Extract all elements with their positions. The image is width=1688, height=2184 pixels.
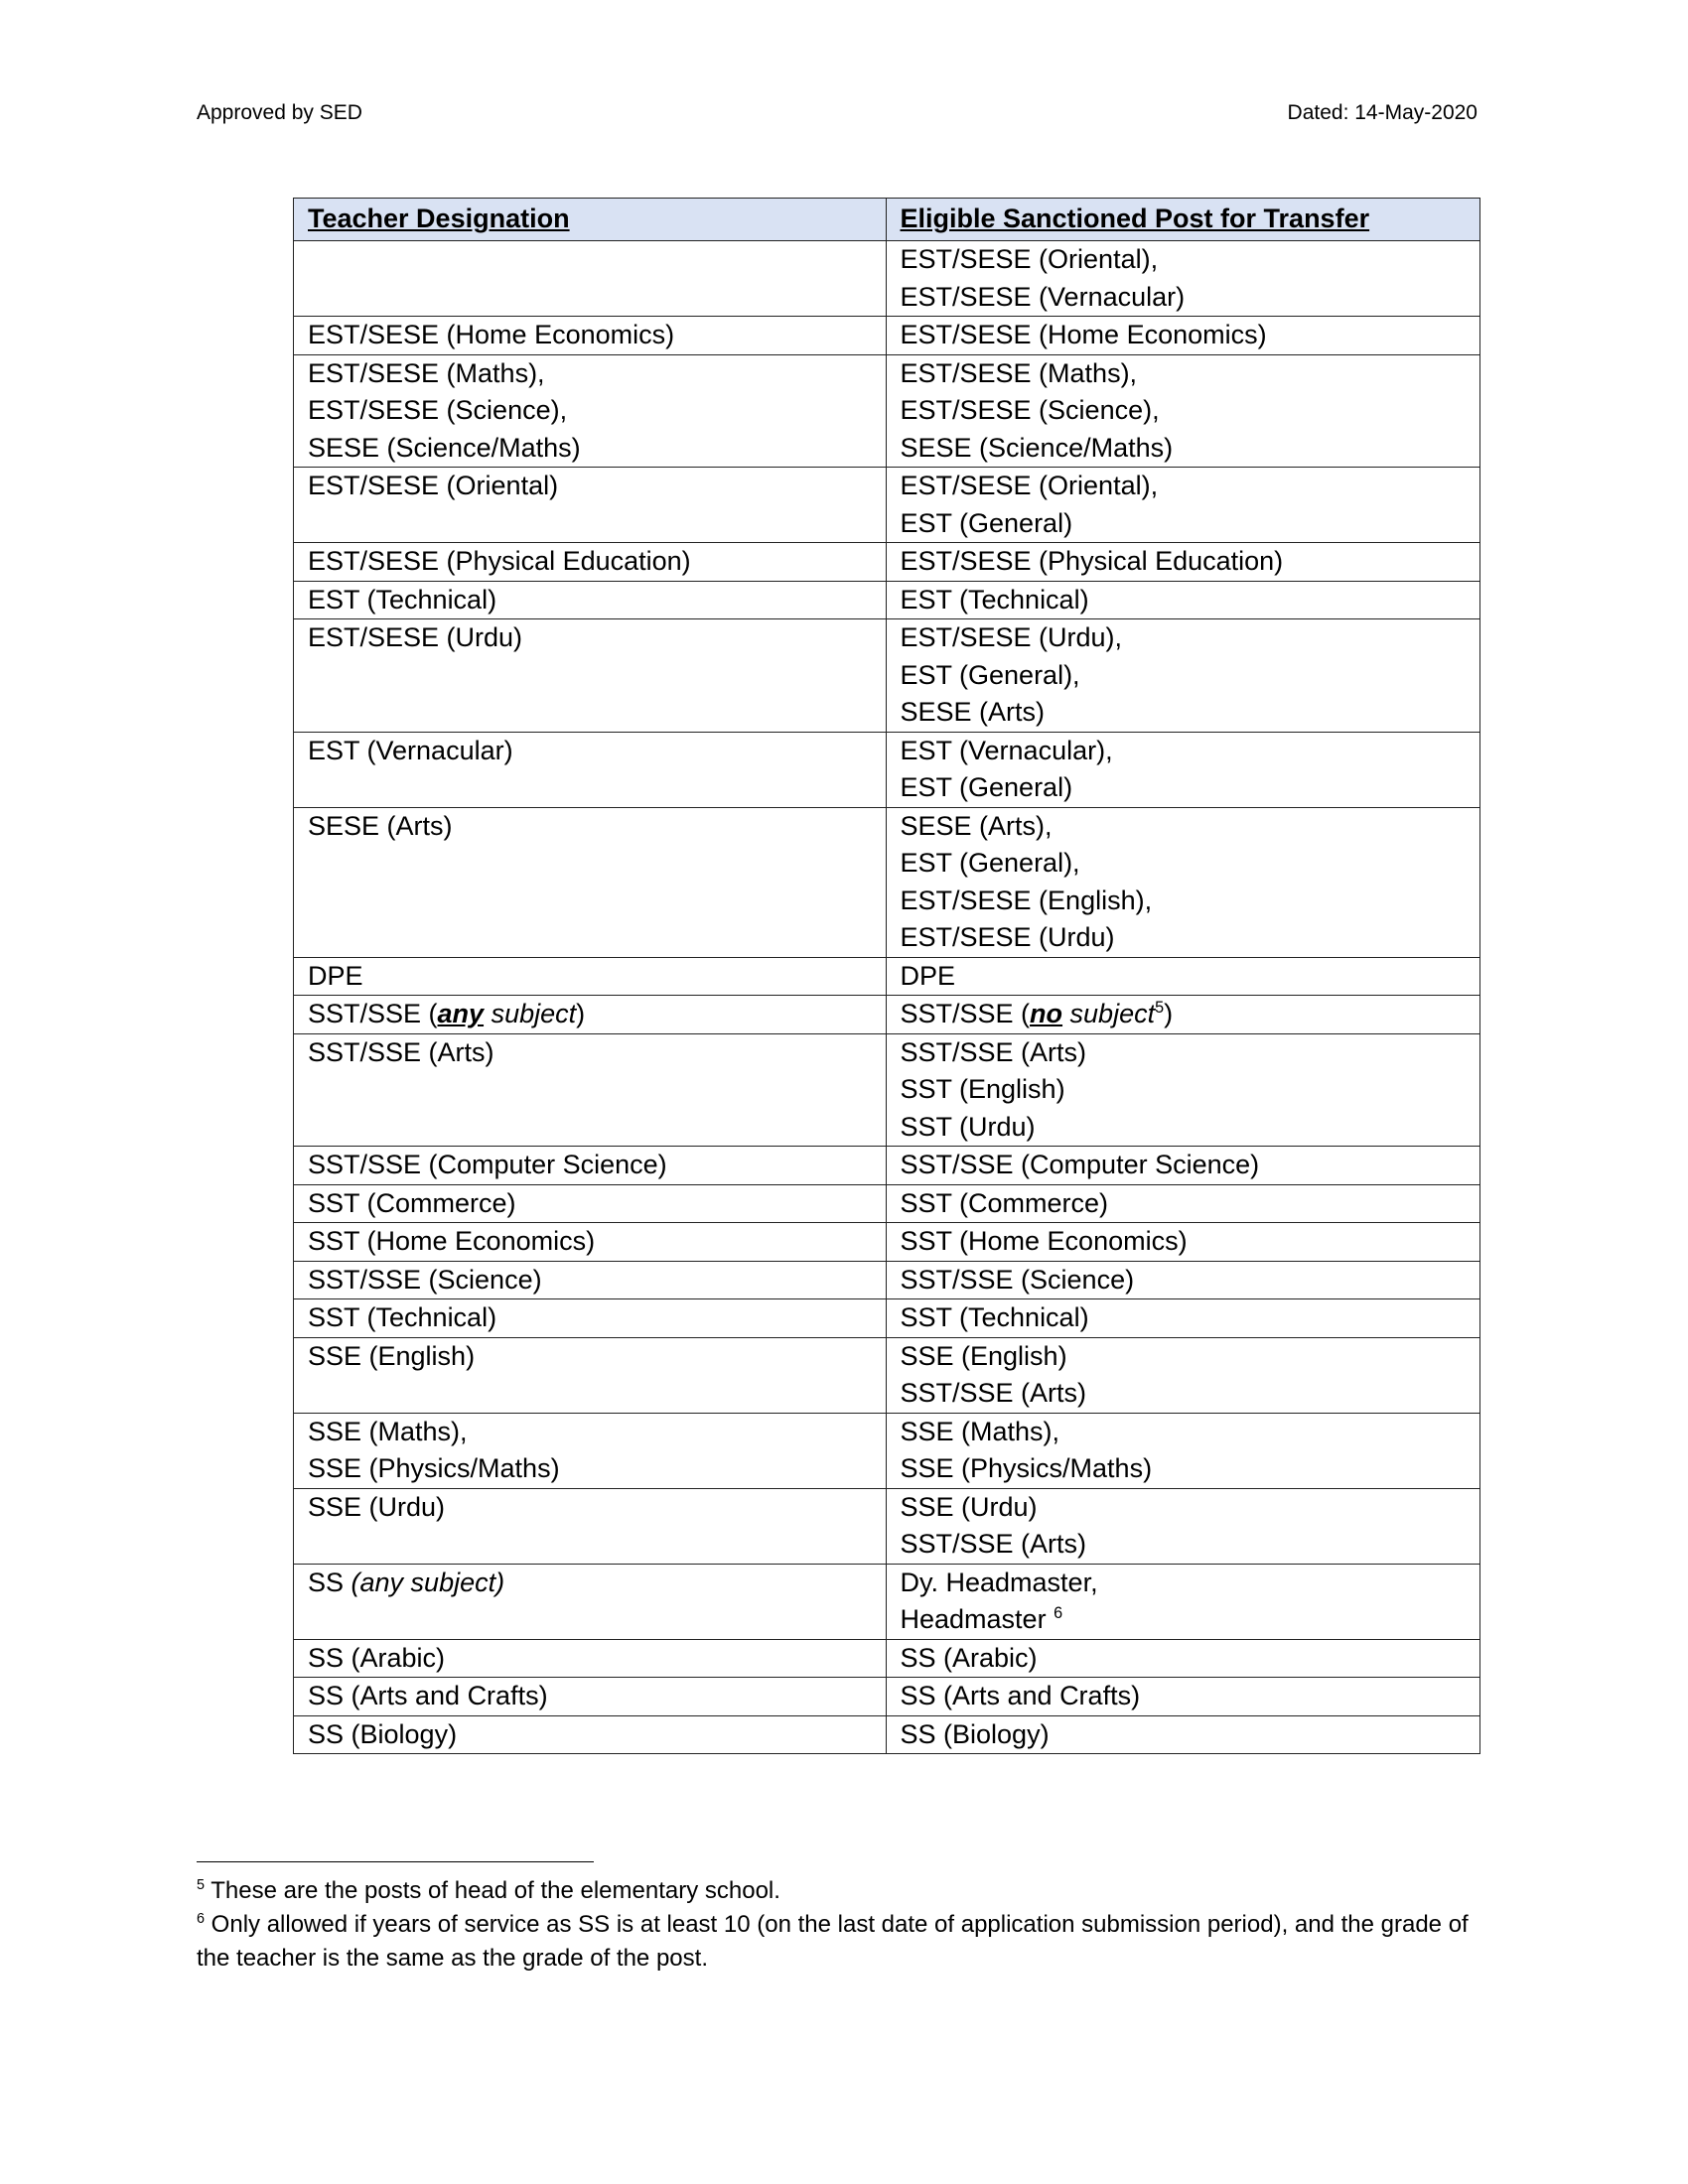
eligible-cell — [886, 996, 1480, 1034]
table-row — [294, 1639, 1480, 1678]
designation-cell — [294, 581, 887, 619]
designation-line: SST (Home Economics) — [308, 1226, 596, 1256]
eligible-cell — [886, 1678, 1480, 1716]
eligible-line: SST (Commerce) — [900, 1187, 1109, 1218]
table-row — [294, 1261, 1480, 1299]
designation-suffix: ) — [576, 999, 586, 1028]
designation-line: EST/SESE (Oriental) — [308, 471, 559, 500]
designation-line: SSE (Urdu) — [308, 1491, 446, 1522]
designation-emphasis: any — [437, 999, 485, 1028]
eligible-line: SST/SSE (Arts) — [900, 1378, 1087, 1408]
col-header-teacher-designation: Teacher Designation — [294, 199, 887, 241]
eligible-cell — [886, 957, 1480, 996]
eligible-line: SST/SSE (Arts) — [900, 1529, 1087, 1559]
footnote-ref-6: 6 — [1054, 1604, 1063, 1622]
eligible-cell — [886, 1184, 1480, 1223]
table-row — [294, 619, 1480, 733]
designation-line: SSE (English) — [308, 1340, 476, 1371]
designation-cell — [294, 241, 887, 317]
eligible-cell — [886, 317, 1480, 355]
designation-prefix: SST/SSE ( — [308, 999, 438, 1028]
eligible-line: SESE (Arts), — [900, 810, 1053, 841]
eligible-line: EST (General), — [900, 659, 1080, 690]
designation-cell — [294, 996, 887, 1034]
designation-line: EST/SESE (Physical Education) — [308, 546, 691, 576]
eligible-cell — [886, 1715, 1480, 1754]
designation-line: SS (Biology) — [308, 1718, 458, 1749]
designation-cell — [294, 1413, 887, 1488]
designation-cell — [294, 619, 887, 733]
designation-cell — [294, 1337, 887, 1413]
table-row — [294, 732, 1480, 807]
designation-cell — [294, 1564, 887, 1639]
table-row — [294, 807, 1480, 957]
designation-line: EST/SESE (Home Economics) — [308, 320, 675, 349]
eligible-cell — [886, 1147, 1480, 1185]
designation-cell — [294, 1299, 887, 1338]
eligible-line: SSE (Physics/Maths) — [900, 1453, 1153, 1483]
designation-cell — [294, 1147, 887, 1185]
footnote-text: These are the posts of head of the elementary school. — [205, 1877, 780, 1904]
designation-cell — [294, 1184, 887, 1223]
eligible-line: EST/SESE (Science), — [900, 395, 1160, 425]
footnote-ref-5: 5 — [1155, 999, 1165, 1017]
designation-line: SST (Technical) — [308, 1302, 497, 1332]
designation-cell — [294, 807, 887, 957]
col-header-eligible-post: Eligible Sanctioned Post for Transfer — [886, 199, 1480, 241]
table-row — [294, 1488, 1480, 1564]
eligible-line: SST/SSE (Science) — [900, 1264, 1135, 1295]
designation-cell — [294, 1678, 887, 1716]
eligible-line: EST (General), — [900, 848, 1080, 878]
eligible-line: EST (General) — [900, 507, 1073, 538]
eligible-line: DPE — [900, 960, 956, 991]
eligible-line: SS (Arabic) — [900, 1642, 1038, 1673]
footnote-number: 5 — [197, 1877, 206, 1893]
designation-cell — [294, 1033, 887, 1147]
designation-line: SESE (Science/Maths) — [308, 432, 581, 463]
eligible-line: SSE (Urdu) — [900, 1491, 1038, 1522]
eligible-cell — [886, 1223, 1480, 1262]
designation-cell — [294, 354, 887, 468]
eligible-line: EST/SESE (Home Economics) — [900, 320, 1267, 349]
eligible-line: SST (Urdu) — [900, 1111, 1036, 1142]
eligible-line: EST/SESE (Urdu) — [900, 922, 1115, 952]
header-dated: Dated: 14-May-2020 — [1287, 101, 1477, 124]
eligible-line: EST (Technical) — [900, 584, 1089, 614]
header-approved-by: Approved by SED — [197, 101, 362, 124]
designation-cell — [294, 1223, 887, 1262]
designation-line: EST/SESE (Science), — [308, 395, 568, 425]
eligible-line: SST/SSE (Arts) — [900, 1036, 1087, 1067]
eligible-line: SST (Home Economics) — [900, 1226, 1188, 1256]
table-row — [294, 317, 1480, 355]
table-row — [294, 543, 1480, 582]
designation-cell — [294, 1639, 887, 1678]
eligible-cell — [886, 1639, 1480, 1678]
table-row — [294, 1337, 1480, 1413]
table-row — [294, 354, 1480, 468]
eligible-line: SS (Arts and Crafts) — [900, 1681, 1141, 1710]
designation-line: SS (Arts and Crafts) — [308, 1681, 548, 1710]
table-row — [294, 1223, 1480, 1262]
designation-cell — [294, 1715, 887, 1754]
eligible-cell — [886, 241, 1480, 317]
footnote-text: Only allowed if years of service as SS is at least 10 (on the last date of application submission period), and the grade of the teacher is the same as the grade of the post. — [197, 1911, 1469, 1972]
table-row — [294, 241, 1480, 317]
eligible-line: SS (Biology) — [900, 1718, 1050, 1749]
designation-italic: subject — [484, 999, 577, 1028]
eligible-line: SST/SSE (Computer Science) — [900, 1150, 1260, 1179]
designation-cell — [294, 732, 887, 807]
designation-cell — [294, 1261, 887, 1299]
designation-line: EST (Vernacular) — [308, 735, 513, 765]
footnote-5 — [197, 1874, 1487, 1908]
designation-line: SST/SSE (Computer Science) — [308, 1150, 667, 1179]
table-row — [294, 1564, 1480, 1639]
designation-cell — [294, 468, 887, 543]
designation-prefix: SS — [308, 1567, 352, 1597]
table-row — [294, 1299, 1480, 1338]
eligible-italic: subject — [1062, 999, 1156, 1028]
eligible-line: EST (Vernacular), — [900, 735, 1113, 765]
table-row — [294, 996, 1480, 1034]
eligible-cell — [886, 1413, 1480, 1488]
footnote-divider — [197, 1861, 594, 1862]
eligible-line: EST/SESE (Maths), — [900, 357, 1138, 388]
designation-line: SST/SSE (Arts) — [308, 1036, 494, 1067]
table-row — [294, 957, 1480, 996]
eligible-line: EST/SESE (Vernacular) — [900, 281, 1186, 312]
eligible-cell — [886, 807, 1480, 957]
designation-line: SST/SSE (Science) — [308, 1264, 542, 1295]
table-row — [294, 1147, 1480, 1185]
transfer-eligibility-table — [293, 198, 1480, 1754]
designation-cell — [294, 543, 887, 582]
designation-line: SSE (Maths), — [308, 1416, 468, 1446]
eligible-line: EST/SESE (English), — [900, 885, 1153, 915]
eligible-line: Dy. Headmaster, — [900, 1567, 1098, 1597]
eligible-line: SSE (English) — [900, 1340, 1067, 1371]
eligible-cell — [886, 1299, 1480, 1338]
eligible-cell — [886, 543, 1480, 582]
footnote-6 — [197, 1908, 1487, 1976]
designation-cell — [294, 1488, 887, 1564]
eligible-line: SST (English) — [900, 1074, 1065, 1104]
table-header-row — [294, 199, 1480, 241]
eligible-line: SESE (Arts) — [900, 697, 1046, 727]
eligible-emphasis: no — [1030, 999, 1063, 1028]
table-row — [294, 1678, 1480, 1716]
eligible-prefix: SST/SSE ( — [900, 999, 1031, 1028]
table-row — [294, 581, 1480, 619]
eligible-suffix: ) — [1164, 999, 1174, 1028]
eligible-cell — [886, 1564, 1480, 1639]
eligible-cell — [886, 1033, 1480, 1147]
eligible-line: SSE (Maths), — [900, 1416, 1060, 1446]
eligible-line: EST/SESE (Urdu), — [900, 622, 1123, 652]
designation-line: EST/SESE (Maths), — [308, 357, 545, 388]
table-row — [294, 468, 1480, 543]
eligible-cell — [886, 1488, 1480, 1564]
footnotes — [197, 1874, 1487, 1976]
eligible-line: SESE (Science/Maths) — [900, 432, 1174, 463]
designation-line: SSE (Physics/Maths) — [308, 1453, 560, 1483]
table-row — [294, 1184, 1480, 1223]
eligible-cell — [886, 581, 1480, 619]
eligible-cell — [886, 619, 1480, 733]
designation-cell — [294, 957, 887, 996]
eligible-line: SST (Technical) — [900, 1302, 1089, 1332]
eligible-line: EST/SESE (Physical Education) — [900, 546, 1284, 576]
eligible-line: EST (General) — [900, 772, 1073, 802]
table-row — [294, 1413, 1480, 1488]
eligible-line: EST/SESE (Oriental), — [900, 471, 1159, 500]
footnote-number: 6 — [197, 1911, 206, 1927]
eligible-line: EST/SESE (Oriental), — [900, 244, 1159, 274]
table-row — [294, 1715, 1480, 1754]
designation-line: EST (Technical) — [308, 584, 497, 614]
designation-line: SST (Commerce) — [308, 1187, 516, 1218]
eligible-cell — [886, 354, 1480, 468]
eligible-cell — [886, 1261, 1480, 1299]
eligible-cell — [886, 732, 1480, 807]
eligible-cell — [886, 468, 1480, 543]
designation-cell — [294, 317, 887, 355]
eligible-line: Headmaster — [900, 1604, 1055, 1634]
designation-line: SESE (Arts) — [308, 810, 453, 841]
designation-line: DPE — [308, 960, 363, 991]
eligible-cell — [886, 1337, 1480, 1413]
designation-line: SS (Arabic) — [308, 1642, 446, 1673]
designation-italic: (any subject) — [351, 1567, 505, 1597]
table-row — [294, 1033, 1480, 1147]
designation-line: EST/SESE (Urdu) — [308, 622, 523, 652]
